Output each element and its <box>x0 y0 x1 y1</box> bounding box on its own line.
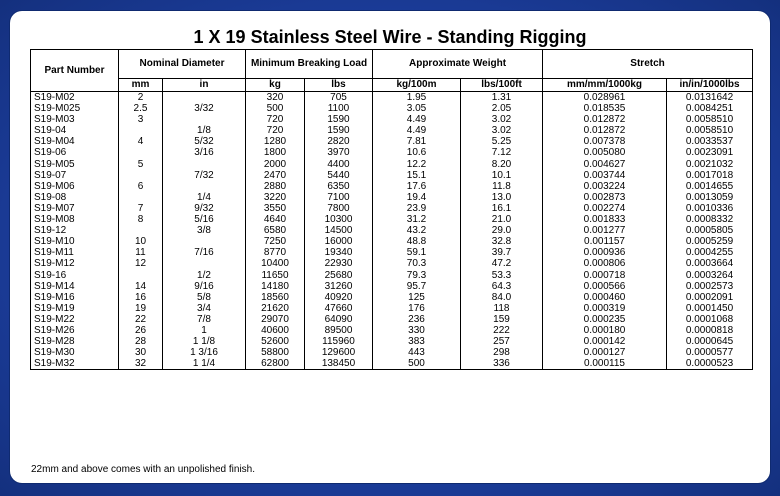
cell-diameter-mm: 19 <box>119 303 163 314</box>
cell-weight-kg: 176 <box>373 303 461 314</box>
cell-part-number: S19-M08 <box>31 214 119 225</box>
cell-diameter-mm: 7 <box>119 203 163 214</box>
cell-diameter-mm: 8 <box>119 214 163 225</box>
cell-diameter-in: 1/2 <box>163 270 246 281</box>
cell-part-number: S19-16 <box>31 270 119 281</box>
cell-load-kg: 18560 <box>246 292 305 303</box>
cell-stretch-in: 0.0003264 <box>667 270 753 281</box>
subheader-kg: kg <box>246 79 305 92</box>
cell-diameter-mm: 14 <box>119 281 163 292</box>
cell-weight-kg: 17.6 <box>373 181 461 192</box>
cell-weight-kg: 3.05 <box>373 103 461 114</box>
subheader-in: in <box>163 79 246 92</box>
subheader-mm: mm <box>119 79 163 92</box>
table-row <box>31 236 753 247</box>
cell-load-kg: 1280 <box>246 136 305 147</box>
cell-load-lbs: 89500 <box>305 325 373 336</box>
spec-card <box>10 11 770 483</box>
cell-load-kg: 11650 <box>246 270 305 281</box>
cell-diameter-in <box>163 92 246 104</box>
cell-weight-lbs: 1.31 <box>461 92 543 104</box>
cell-weight-kg: 59.1 <box>373 247 461 258</box>
cell-diameter-in: 1 3/16 <box>163 347 246 358</box>
cell-diameter-mm: 3 <box>119 114 163 125</box>
cell-load-lbs: 7800 <box>305 203 373 214</box>
cell-stretch-mm: 0.001277 <box>543 225 667 236</box>
table-row <box>31 203 753 214</box>
cell-stretch-mm: 0.000127 <box>543 347 667 358</box>
cell-diameter-mm: 22 <box>119 314 163 325</box>
cell-diameter-in: 7/8 <box>163 314 246 325</box>
cell-diameter-in: 1 <box>163 325 246 336</box>
cell-weight-lbs: 3.02 <box>461 114 543 125</box>
cell-stretch-mm: 0.000180 <box>543 325 667 336</box>
cell-part-number: S19-M02 <box>31 92 119 104</box>
cell-diameter-mm <box>119 170 163 181</box>
cell-diameter-mm: 26 <box>119 325 163 336</box>
cell-diameter-mm: 2.5 <box>119 103 163 114</box>
cell-stretch-mm: 0.000460 <box>543 292 667 303</box>
cell-diameter-mm: 11 <box>119 247 163 258</box>
cell-weight-lbs: 47.2 <box>461 258 543 269</box>
header-stretch: Stretch <box>543 50 753 79</box>
cell-stretch-mm: 0.007378 <box>543 136 667 147</box>
table-row <box>31 303 753 314</box>
cell-weight-lbs: 5.25 <box>461 136 543 147</box>
cell-load-lbs: 25680 <box>305 270 373 281</box>
cell-weight-kg: 12.2 <box>373 159 461 170</box>
cell-weight-lbs: 39.7 <box>461 247 543 258</box>
subheader-lbs-per-100ft: lbs/100ft <box>461 79 543 92</box>
cell-diameter-mm: 12 <box>119 258 163 269</box>
cell-load-kg: 7250 <box>246 236 305 247</box>
spec-table <box>30 49 753 370</box>
cell-load-lbs: 14500 <box>305 225 373 236</box>
cell-weight-kg: 7.81 <box>373 136 461 147</box>
cell-stretch-mm: 0.005080 <box>543 147 667 158</box>
cell-diameter-in: 5/16 <box>163 214 246 225</box>
cell-load-lbs: 1100 <box>305 103 373 114</box>
cell-stretch-in: 0.0000818 <box>667 325 753 336</box>
cell-stretch-in: 0.0001450 <box>667 303 753 314</box>
cell-stretch-in: 0.0131642 <box>667 92 753 104</box>
cell-stretch-in: 0.0058510 <box>667 114 753 125</box>
cell-stretch-mm: 0.018535 <box>543 103 667 114</box>
cell-weight-kg: 125 <box>373 292 461 303</box>
cell-load-kg: 2000 <box>246 159 305 170</box>
cell-weight-kg: 43.2 <box>373 225 461 236</box>
cell-diameter-in <box>163 236 246 247</box>
cell-weight-kg: 23.9 <box>373 203 461 214</box>
cell-load-lbs: 22930 <box>305 258 373 269</box>
table-row <box>31 159 753 170</box>
cell-weight-lbs: 2.05 <box>461 103 543 114</box>
table-row <box>31 125 753 136</box>
cell-load-kg: 720 <box>246 114 305 125</box>
cell-stretch-mm: 0.000235 <box>543 314 667 325</box>
cell-diameter-mm: 5 <box>119 159 163 170</box>
cell-load-kg: 40600 <box>246 325 305 336</box>
cell-diameter-in: 5/32 <box>163 136 246 147</box>
cell-weight-kg: 70.3 <box>373 258 461 269</box>
cell-load-kg: 62800 <box>246 358 305 370</box>
cell-weight-lbs: 64.3 <box>461 281 543 292</box>
cell-weight-kg: 500 <box>373 358 461 370</box>
cell-diameter-in: 1/8 <box>163 125 246 136</box>
cell-load-kg: 500 <box>246 103 305 114</box>
cell-load-kg: 8770 <box>246 247 305 258</box>
cell-load-lbs: 7100 <box>305 192 373 203</box>
cell-stretch-mm: 0.002873 <box>543 192 667 203</box>
cell-diameter-in: 3/8 <box>163 225 246 236</box>
cell-stretch-mm: 0.003224 <box>543 181 667 192</box>
table-row <box>31 314 753 325</box>
cell-load-lbs: 115960 <box>305 336 373 347</box>
cell-stretch-mm: 0.000142 <box>543 336 667 347</box>
cell-part-number: S19-M04 <box>31 136 119 147</box>
cell-stretch-mm: 0.000806 <box>543 258 667 269</box>
cell-part-number: S19-M07 <box>31 203 119 214</box>
cell-stretch-mm: 0.000936 <box>543 247 667 258</box>
cell-stretch-mm: 0.028961 <box>543 92 667 104</box>
cell-weight-kg: 330 <box>373 325 461 336</box>
cell-diameter-mm: 6 <box>119 181 163 192</box>
table-row <box>31 336 753 347</box>
cell-load-lbs: 4400 <box>305 159 373 170</box>
table-row <box>31 181 753 192</box>
table-row <box>31 136 753 147</box>
cell-part-number: S19-07 <box>31 170 119 181</box>
cell-load-kg: 2880 <box>246 181 305 192</box>
cell-load-kg: 320 <box>246 92 305 104</box>
cell-weight-kg: 15.1 <box>373 170 461 181</box>
cell-load-lbs: 1590 <box>305 125 373 136</box>
cell-stretch-in: 0.0008332 <box>667 214 753 225</box>
subheader-lbs: lbs <box>305 79 373 92</box>
header-approx-weight: Approximate Weight <box>373 50 543 79</box>
footnote: 22mm and above comes with an unpolished finish. <box>31 464 256 475</box>
cell-part-number: S19-M30 <box>31 347 119 358</box>
cell-load-lbs: 705 <box>305 92 373 104</box>
cell-weight-lbs: 222 <box>461 325 543 336</box>
cell-part-number: S19-M06 <box>31 181 119 192</box>
cell-part-number: S19-M03 <box>31 114 119 125</box>
cell-weight-kg: 10.6 <box>373 147 461 158</box>
cell-diameter-mm: 4 <box>119 136 163 147</box>
cell-weight-lbs: 10.1 <box>461 170 543 181</box>
cell-diameter-in: 5/8 <box>163 292 246 303</box>
header-nominal-diameter: Nominal Diameter <box>119 50 246 79</box>
cell-diameter-mm: 32 <box>119 358 163 370</box>
cell-weight-lbs: 159 <box>461 314 543 325</box>
cell-part-number: S19-08 <box>31 192 119 203</box>
cell-stretch-mm: 0.000319 <box>543 303 667 314</box>
cell-diameter-in: 3/4 <box>163 303 246 314</box>
cell-load-kg: 10400 <box>246 258 305 269</box>
header-part-number: Part Number <box>31 50 119 92</box>
cell-load-lbs: 64090 <box>305 314 373 325</box>
cell-part-number: S19-M12 <box>31 258 119 269</box>
cell-load-lbs: 16000 <box>305 236 373 247</box>
cell-weight-lbs: 84.0 <box>461 292 543 303</box>
cell-weight-kg: 95.7 <box>373 281 461 292</box>
cell-diameter-in <box>163 181 246 192</box>
cell-stretch-in: 0.0013059 <box>667 192 753 203</box>
cell-part-number: S19-M16 <box>31 292 119 303</box>
cell-weight-lbs: 53.3 <box>461 270 543 281</box>
cell-weight-kg: 236 <box>373 314 461 325</box>
cell-stretch-in: 0.0084251 <box>667 103 753 114</box>
cell-weight-lbs: 32.8 <box>461 236 543 247</box>
cell-load-lbs: 40920 <box>305 292 373 303</box>
cell-weight-kg: 1.95 <box>373 92 461 104</box>
cell-weight-lbs: 16.1 <box>461 203 543 214</box>
cell-stretch-in: 0.0033537 <box>667 136 753 147</box>
cell-stretch-mm: 0.003744 <box>543 170 667 181</box>
cell-weight-lbs: 298 <box>461 347 543 358</box>
table-row <box>31 192 753 203</box>
cell-stretch-in: 0.0014655 <box>667 181 753 192</box>
cell-weight-kg: 4.49 <box>373 125 461 136</box>
cell-stretch-mm: 0.012872 <box>543 125 667 136</box>
cell-part-number: S19-M11 <box>31 247 119 258</box>
cell-weight-lbs: 8.20 <box>461 159 543 170</box>
cell-stretch-in: 0.0005259 <box>667 236 753 247</box>
cell-diameter-mm: 28 <box>119 336 163 347</box>
cell-part-number: S19-M14 <box>31 281 119 292</box>
cell-stretch-mm: 0.000115 <box>543 358 667 370</box>
cell-stretch-mm: 0.004627 <box>543 159 667 170</box>
cell-diameter-mm <box>119 147 163 158</box>
cell-part-number: S19-M19 <box>31 303 119 314</box>
cell-stretch-in: 0.0058510 <box>667 125 753 136</box>
cell-stretch-mm: 0.001157 <box>543 236 667 247</box>
cell-stretch-in: 0.0001068 <box>667 314 753 325</box>
cell-diameter-in: 1 1/4 <box>163 358 246 370</box>
cell-diameter-mm <box>119 192 163 203</box>
cell-diameter-mm <box>119 270 163 281</box>
table-row <box>31 170 753 181</box>
cell-part-number: S19-12 <box>31 225 119 236</box>
cell-stretch-mm: 0.000566 <box>543 281 667 292</box>
page-title: 1 X 19 Stainless Steel Wire - Standing Rigging <box>193 27 587 47</box>
cell-weight-lbs: 7.12 <box>461 147 543 158</box>
cell-load-kg: 2470 <box>246 170 305 181</box>
cell-weight-lbs: 13.0 <box>461 192 543 203</box>
cell-stretch-mm: 0.000718 <box>543 270 667 281</box>
cell-weight-lbs: 118 <box>461 303 543 314</box>
cell-stretch-in: 0.0002091 <box>667 292 753 303</box>
cell-stretch-in: 0.0010336 <box>667 203 753 214</box>
cell-stretch-in: 0.0000645 <box>667 336 753 347</box>
cell-diameter-mm <box>119 225 163 236</box>
table-row <box>31 292 753 303</box>
cell-stretch-in: 0.0004255 <box>667 247 753 258</box>
cell-diameter-mm <box>119 125 163 136</box>
cell-load-lbs: 19340 <box>305 247 373 258</box>
cell-stretch-in: 0.0000577 <box>667 347 753 358</box>
cell-diameter-in: 7/32 <box>163 170 246 181</box>
cell-load-kg: 58800 <box>246 347 305 358</box>
cell-weight-lbs: 336 <box>461 358 543 370</box>
table-row <box>31 147 753 158</box>
cell-weight-kg: 48.8 <box>373 236 461 247</box>
cell-diameter-in: 7/16 <box>163 247 246 258</box>
cell-weight-kg: 383 <box>373 336 461 347</box>
cell-stretch-in: 0.0023091 <box>667 147 753 158</box>
subheader-mm-stretch: mm/mm/1000kg <box>543 79 667 92</box>
table-row <box>31 225 753 236</box>
cell-diameter-in: 9/32 <box>163 203 246 214</box>
cell-diameter-mm: 2 <box>119 92 163 104</box>
cell-weight-lbs: 11.8 <box>461 181 543 192</box>
cell-weight-lbs: 21.0 <box>461 214 543 225</box>
cell-weight-kg: 4.49 <box>373 114 461 125</box>
cell-weight-lbs: 257 <box>461 336 543 347</box>
cell-load-kg: 14180 <box>246 281 305 292</box>
cell-weight-lbs: 3.02 <box>461 125 543 136</box>
cell-load-lbs: 2820 <box>305 136 373 147</box>
cell-load-lbs: 129600 <box>305 347 373 358</box>
cell-diameter-in: 3/32 <box>163 103 246 114</box>
cell-load-lbs: 138450 <box>305 358 373 370</box>
cell-diameter-in <box>163 114 246 125</box>
cell-load-lbs: 5440 <box>305 170 373 181</box>
cell-diameter-in <box>163 258 246 269</box>
cell-diameter-mm: 16 <box>119 292 163 303</box>
cell-part-number: S19-06 <box>31 147 119 158</box>
table-row <box>31 103 753 114</box>
table-row <box>31 258 753 269</box>
cell-load-kg: 29070 <box>246 314 305 325</box>
table-row <box>31 214 753 225</box>
cell-diameter-in <box>163 159 246 170</box>
cell-stretch-mm: 0.012872 <box>543 114 667 125</box>
cell-weight-kg: 79.3 <box>373 270 461 281</box>
cell-load-kg: 52600 <box>246 336 305 347</box>
cell-load-kg: 3220 <box>246 192 305 203</box>
subheader-in-stretch: in/in/1000lbs <box>667 79 753 92</box>
cell-stretch-in: 0.0000523 <box>667 358 753 370</box>
cell-diameter-in: 9/16 <box>163 281 246 292</box>
cell-part-number: S19-M025 <box>31 103 119 114</box>
cell-load-lbs: 31260 <box>305 281 373 292</box>
cell-stretch-in: 0.0005805 <box>667 225 753 236</box>
table-row <box>31 358 753 370</box>
cell-weight-kg: 31.2 <box>373 214 461 225</box>
cell-load-kg: 4640 <box>246 214 305 225</box>
cell-load-lbs: 3970 <box>305 147 373 158</box>
cell-part-number: S19-M05 <box>31 159 119 170</box>
header-min-breaking-load: Minimum Breaking Load <box>246 50 373 79</box>
cell-stretch-in: 0.0017018 <box>667 170 753 181</box>
cell-part-number: S19-M22 <box>31 314 119 325</box>
cell-stretch-mm: 0.002274 <box>543 203 667 214</box>
table-row <box>31 247 753 258</box>
cell-load-lbs: 1590 <box>305 114 373 125</box>
cell-load-kg: 21620 <box>246 303 305 314</box>
cell-load-kg: 3550 <box>246 203 305 214</box>
subheader-kg-per-100m: kg/100m <box>373 79 461 92</box>
cell-stretch-in: 0.0021032 <box>667 159 753 170</box>
table-row <box>31 114 753 125</box>
cell-weight-kg: 443 <box>373 347 461 358</box>
cell-load-lbs: 10300 <box>305 214 373 225</box>
cell-load-lbs: 47660 <box>305 303 373 314</box>
cell-part-number: S19-M10 <box>31 236 119 247</box>
cell-diameter-in: 1/4 <box>163 192 246 203</box>
table-row <box>31 347 753 358</box>
cell-stretch-in: 0.0002573 <box>667 281 753 292</box>
cell-stretch-mm: 0.001833 <box>543 214 667 225</box>
cell-load-kg: 720 <box>246 125 305 136</box>
cell-load-lbs: 6350 <box>305 181 373 192</box>
table-row <box>31 325 753 336</box>
cell-part-number: S19-M26 <box>31 325 119 336</box>
cell-diameter-mm: 30 <box>119 347 163 358</box>
cell-part-number: S19-M32 <box>31 358 119 370</box>
table-row <box>31 92 753 104</box>
cell-diameter-in: 3/16 <box>163 147 246 158</box>
cell-diameter-mm: 10 <box>119 236 163 247</box>
cell-part-number: S19-04 <box>31 125 119 136</box>
table-row <box>31 270 753 281</box>
cell-stretch-in: 0.0003664 <box>667 258 753 269</box>
table-row <box>31 281 753 292</box>
cell-diameter-in: 1 1/8 <box>163 336 246 347</box>
cell-part-number: S19-M28 <box>31 336 119 347</box>
cell-load-kg: 6580 <box>246 225 305 236</box>
cell-weight-lbs: 29.0 <box>461 225 543 236</box>
cell-load-kg: 1800 <box>246 147 305 158</box>
cell-weight-kg: 19.4 <box>373 192 461 203</box>
table-body <box>31 92 753 370</box>
